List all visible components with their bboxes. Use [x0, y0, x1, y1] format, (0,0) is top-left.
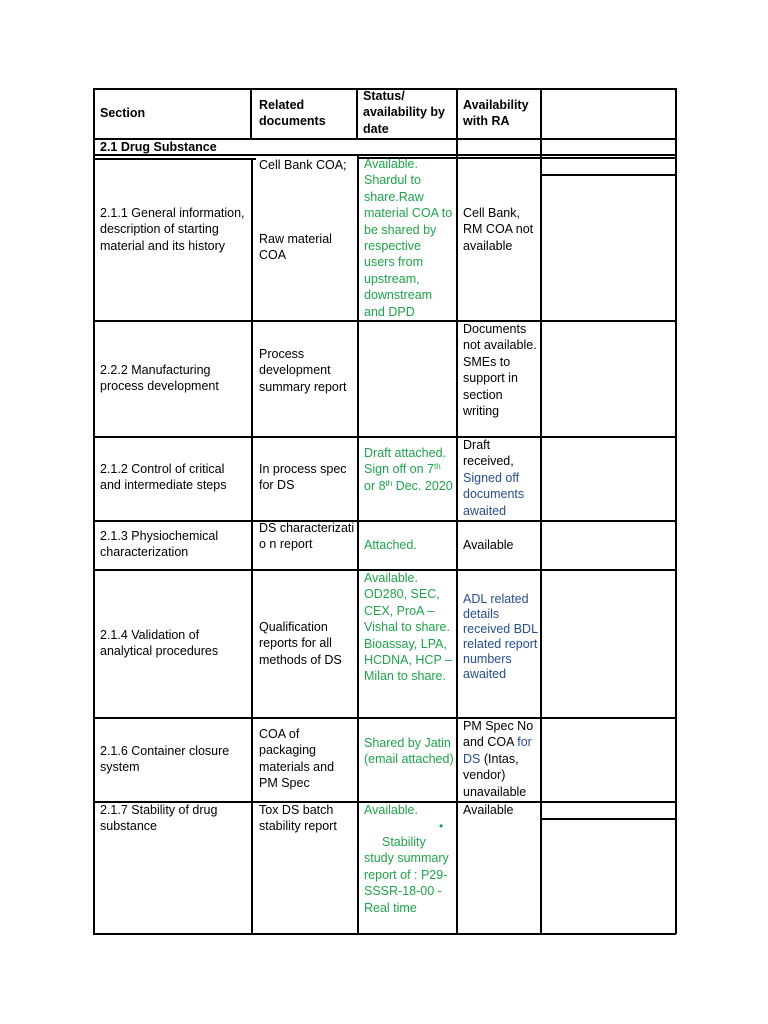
header-availability-ra: Availability with RA: [463, 98, 529, 129]
row6-ra: [463, 718, 539, 800]
row3-ra: [463, 437, 539, 519]
row7-section: 2.1.7 Stability of drug substance: [100, 803, 218, 834]
row5-ra: ADL related details received BDL related report numbers awaited: [463, 592, 538, 681]
group-title: 2.1 Drug Substance: [100, 140, 217, 154]
grid-line: [356, 88, 358, 138]
grid-line: [541, 818, 676, 820]
grid-line: [251, 158, 253, 934]
grid-line: [93, 88, 95, 934]
row3-status-part-a: Draft attached. Sign off on 7: [364, 446, 446, 477]
row3-ra-part-b: Signed off documents awaited: [463, 470, 525, 518]
row2-ra: Documents not available. SMEs to support in section writing: [463, 322, 537, 419]
grid-line: [456, 88, 458, 934]
row3-docs: In process spec for DS: [259, 462, 347, 493]
grid-line: [675, 88, 677, 934]
row3-status: [364, 445, 454, 494]
row6-section: 2.1.6 Container closure system: [100, 744, 230, 775]
grid-line: [93, 717, 676, 719]
header-status: Status/ availability by date: [363, 89, 445, 136]
grid-line: [93, 520, 676, 522]
row5-docs: Qualification reports for all methods of DS: [259, 620, 342, 667]
row2-section: 2.2.2 Manufacturing process development: [100, 363, 219, 394]
row6-status: Shared by Jatin (email attached): [364, 736, 454, 767]
row3-section: 2.1.2 Control of critical and intermediate steps: [100, 462, 227, 493]
row1-section: 2.1.1 General information, description of starting material and its history: [100, 206, 245, 253]
grid-line: [93, 436, 676, 438]
row7-status-stability: Stability study summary report of : P29-SSSR-18-00 - Real time: [364, 835, 449, 915]
grid-line: [541, 174, 676, 176]
row3-status-part-b: or 8: [364, 478, 386, 493]
grid-line: [93, 320, 676, 322]
row2-docs: Process development summary report: [259, 347, 347, 394]
row6-ra-part-c: (Intas, vendor) unavailable: [463, 751, 527, 799]
row4-status: Attached.: [364, 538, 417, 552]
bullet-icon: •: [439, 819, 444, 833]
row4-ra: Available: [463, 538, 514, 552]
row3-status-superscript-b: th: [385, 478, 393, 488]
row7-docs: Tox DS batch stability report: [259, 803, 337, 834]
row5-status: Available. OD280, SEC, CEX, ProA – Vishal to share. Bioassay, LPA, HCDNA, HCP – Milan to share.: [364, 571, 452, 684]
row1-ra: Cell Bank, RM COA not available: [463, 206, 534, 253]
row1-doc-cell-bank: Cell Bank COA;: [259, 158, 347, 172]
grid-line: [93, 158, 256, 160]
row3-status-part-c: Dec. 2020: [392, 478, 453, 493]
grid-line: [93, 933, 676, 935]
row6-ra-part-b: for DS: [463, 735, 532, 766]
grid-line: [540, 88, 542, 934]
row6-ra-part-a: PM Spec No and COA: [463, 719, 534, 750]
header-related-documents: Related documents: [259, 98, 326, 129]
row6-docs: COA of packaging materials and PM Spec: [259, 727, 335, 791]
row7-status-available: Available.: [364, 803, 418, 817]
row3-status-superscript-a: th: [433, 462, 441, 472]
row5-section: 2.1.4 Validation of analytical procedures: [100, 628, 219, 659]
row1-doc-raw-material: Raw material COA: [259, 232, 332, 263]
row4-section: 2.1.3 Physiochemical characterization: [100, 529, 219, 560]
header-section: Section: [100, 106, 146, 120]
grid-line: [357, 154, 359, 934]
row7-ra: Available: [463, 803, 514, 817]
row3-ra-part-a: Draft received,: [463, 438, 514, 469]
row1-status: Available. Shardul to share.Raw material COA to be shared by respective users from upstream, downstream and DPD: [364, 157, 453, 319]
grid-line: [250, 88, 252, 138]
row4-docs: DS characterizatio n report: [259, 521, 355, 552]
